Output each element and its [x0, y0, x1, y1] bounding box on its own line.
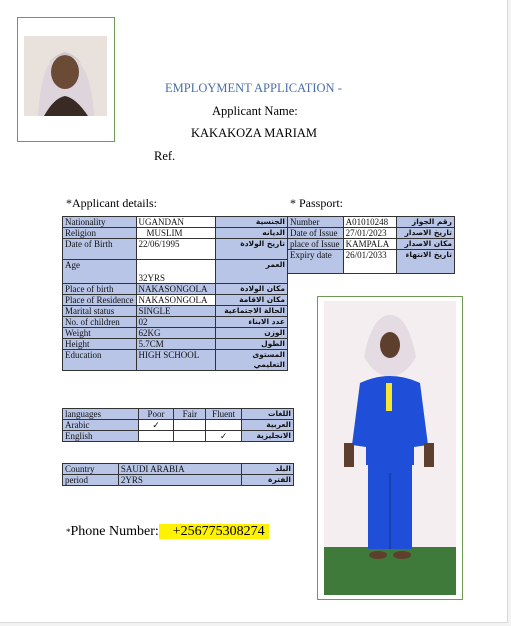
passport-label: Number	[288, 217, 344, 228]
phone-line	[66, 524, 269, 540]
detail-value: UGANDAN	[136, 217, 216, 228]
detail-label: Religion	[63, 228, 137, 239]
table-row	[63, 317, 288, 328]
passport-arabic-label: مكان الاصدار	[397, 239, 455, 250]
applicant-headshot-photo	[17, 17, 115, 142]
detail-arabic-label: مكان الاقامة	[216, 295, 288, 306]
language-name: English	[63, 431, 139, 442]
detail-label: Place of birth	[63, 284, 137, 295]
passport-label: Expiry date	[288, 250, 344, 274]
detail-value: 5.7CM	[136, 339, 216, 350]
language-fair-cell	[174, 431, 206, 442]
table-row	[63, 284, 288, 295]
passport-value: KAMPALA	[343, 239, 397, 250]
detail-value: NAKASONGOLA	[136, 295, 216, 306]
table-row	[63, 464, 294, 475]
table-row	[288, 228, 455, 239]
detail-value: HIGH SCHOOL	[136, 350, 216, 371]
language-arabic-name: العربية	[242, 420, 294, 431]
passport-heading: * Passport:	[290, 196, 344, 210]
table-row	[63, 260, 288, 284]
detail-arabic-label: المستوى التعليمي	[216, 350, 288, 371]
table-row	[63, 217, 288, 228]
check-icon: ✓	[138, 420, 174, 431]
detail-label: Marital status	[63, 306, 137, 317]
detail-label: Age	[63, 260, 137, 284]
ref-label: Ref.	[154, 149, 176, 163]
detail-arabic-label: مكان الولادة	[216, 284, 288, 295]
table-row	[63, 228, 288, 239]
passport-value: A01010248	[343, 217, 397, 228]
table-row	[288, 217, 455, 228]
detail-value: 32YRS	[136, 260, 216, 284]
passport-table	[287, 216, 455, 274]
table-row	[63, 409, 294, 420]
language-name: Arabic	[63, 420, 139, 431]
passport-arabic-label: تاريخ الانتهاء	[397, 250, 455, 274]
table-row	[288, 239, 455, 250]
experience-table	[62, 463, 294, 486]
detail-label: Education	[63, 350, 137, 371]
fair-header: Fair	[174, 409, 206, 420]
experience-label: Country	[63, 464, 119, 475]
table-row	[63, 431, 294, 442]
detail-arabic-label: الجنسية	[216, 217, 288, 228]
passport-label: place of Issue	[288, 239, 344, 250]
languages-header-label: languages	[63, 409, 139, 420]
language-fair-cell	[174, 420, 206, 431]
detail-value: MUSLIM	[136, 228, 216, 239]
document-title: EMPLOYMENT APPLICATION -	[165, 81, 342, 95]
applicant-details-table	[62, 216, 288, 371]
detail-value: 02	[136, 317, 216, 328]
detail-label: Date of Birth	[63, 239, 137, 260]
detail-label: Weight	[63, 328, 137, 339]
passport-arabic-label: رقم الجواز	[397, 217, 455, 228]
detail-arabic-label: تاريخ الولادة	[216, 239, 288, 260]
experience-arabic-label: الفترة	[242, 475, 294, 486]
fluent-header: Fluent	[206, 409, 242, 420]
detail-arabic-label: الديانه	[216, 228, 288, 239]
table-row	[63, 295, 288, 306]
language-poor-cell	[138, 431, 174, 442]
applicant-details-heading: *Applicant details:	[66, 196, 157, 210]
check-icon: ✓	[206, 431, 242, 442]
language-arabic-name: الانجليزية	[242, 431, 294, 442]
experience-value: SAUDI ARABIA	[118, 464, 241, 475]
poor-header: Poor	[138, 409, 174, 420]
detail-value: SINGLE	[136, 306, 216, 317]
table-row	[63, 420, 294, 431]
phone-label: Phone Number:	[70, 524, 159, 539]
detail-arabic-label: العمر	[216, 260, 288, 284]
table-row	[63, 306, 288, 317]
table-row	[288, 250, 455, 274]
detail-arabic-label: الوزن	[216, 328, 288, 339]
applicant-name: KAKAKOZA MARIAM	[191, 126, 318, 140]
detail-label: Nationality	[63, 217, 137, 228]
detail-arabic-label: عدد الابناء	[216, 317, 288, 328]
language-fluent-cell	[206, 420, 242, 431]
table-row	[63, 475, 294, 486]
detail-label: Height	[63, 339, 137, 350]
detail-arabic-label: الطول	[216, 339, 288, 350]
bullet-asterisk: *	[66, 527, 71, 537]
passport-arabic-label: تاريخ الاصدار	[397, 228, 455, 239]
experience-label: period	[63, 475, 119, 486]
passport-value: 26/01/2033	[343, 250, 397, 274]
detail-label: No. of children	[63, 317, 137, 328]
experience-arabic-label: البلد	[242, 464, 294, 475]
table-row	[63, 339, 288, 350]
languages-arabic-header: اللغات	[242, 409, 294, 420]
detail-label: Place of Residence	[63, 295, 137, 306]
detail-value: NAKASONGOLA	[136, 284, 216, 295]
experience-value: 2YRS	[118, 475, 241, 486]
detail-value: 62KG	[136, 328, 216, 339]
detail-value: 22/06/1995	[136, 239, 216, 260]
languages-table	[62, 408, 294, 442]
table-row	[63, 328, 288, 339]
passport-label: Date of Issue	[288, 228, 344, 239]
table-row	[63, 350, 288, 371]
applicant-name-label: Applicant Name:	[212, 104, 298, 118]
phone-number: +256775308274	[159, 524, 269, 539]
table-row	[63, 239, 288, 260]
detail-arabic-label: الحالة الاجتماعية	[216, 306, 288, 317]
passport-value: 27/01/2023	[343, 228, 397, 239]
applicant-full-body-photo	[317, 296, 463, 600]
